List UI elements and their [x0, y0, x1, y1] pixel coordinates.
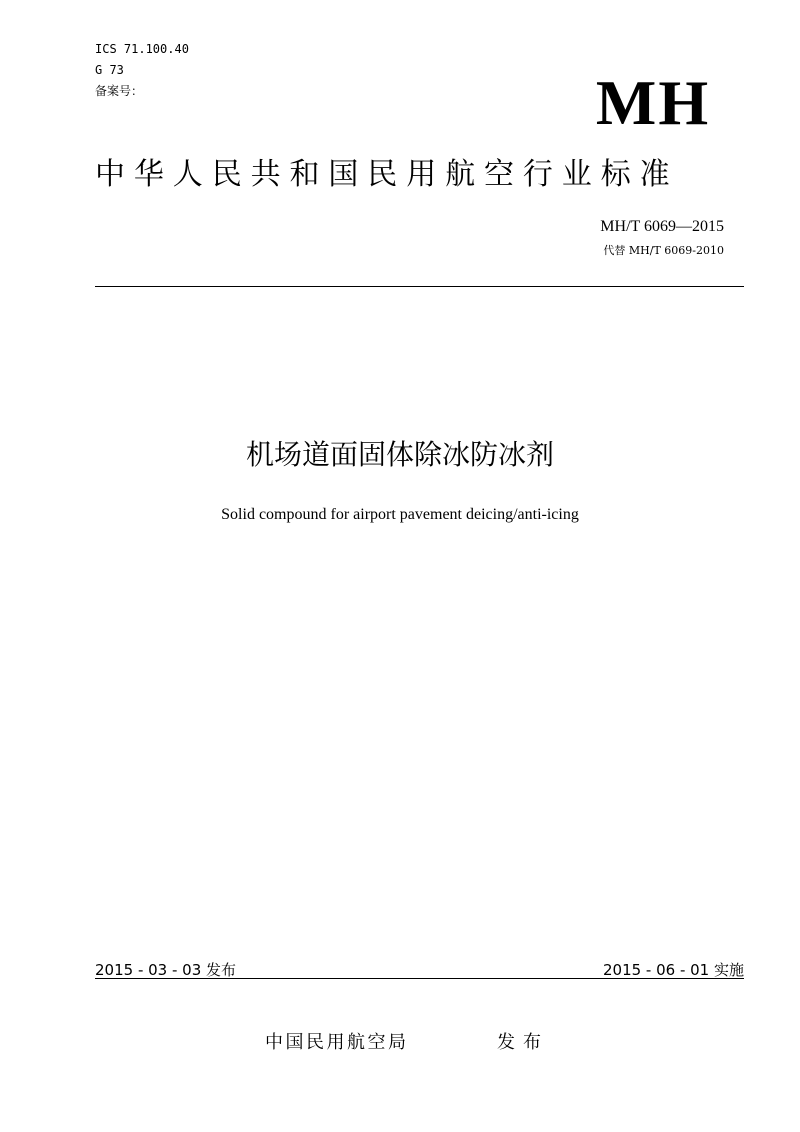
ics-code: ICS 71.100.40 [95, 42, 189, 56]
implementation-date: 2015 - 06 - 01 实施 [602, 961, 744, 979]
document-title-chinese: 机场道面固体除冰防冰剂 [245, 438, 554, 471]
bottom-divider [95, 978, 744, 979]
standard-title: 中华人民共和国民用航空行业标准 [95, 157, 679, 192]
ccs-code: G 73 [95, 63, 124, 77]
publish-label: 发布 [497, 1032, 549, 1053]
mh-logo: MH [595, 67, 711, 138]
replaces-standard: 代替 MH/T 6069-2010 [603, 244, 724, 257]
standard-code: MH/T 6069—2015 [600, 218, 724, 235]
document-title-english: Solid compound for airport pavement deicing/anti-icing [221, 506, 579, 523]
issue-date: 2015 - 03 - 03 发布 [95, 961, 237, 979]
top-divider [95, 286, 744, 287]
publisher-name: 中国民用航空局 [265, 1032, 409, 1053]
record-number-label: 备案号： [95, 84, 144, 98]
